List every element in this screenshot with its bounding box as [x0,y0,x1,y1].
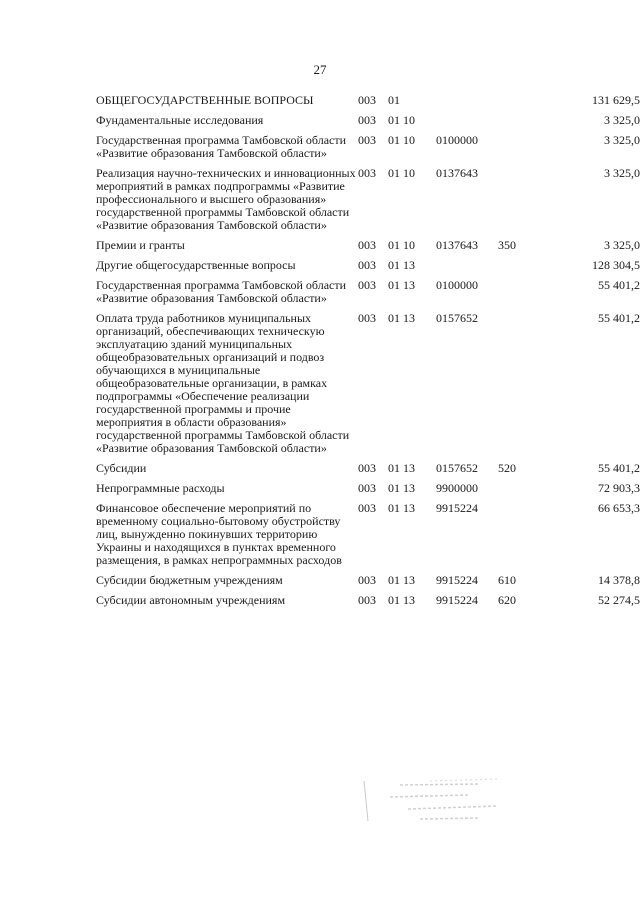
table-row [96,114,640,134]
row-target [436,94,498,114]
row-section: 01 13 [388,481,415,495]
table-row [96,167,640,239]
row-name: Другие общегосударственные вопросы [96,258,296,272]
row-target: 9900000 [436,481,478,495]
table-row [96,239,640,259]
table-row [96,134,640,167]
row-code: 003 [358,238,376,252]
row-code: 003 [358,166,376,180]
stamp-mark [360,775,510,827]
row-name: Непрограммные расходы [96,481,225,495]
row-expense-type [498,167,538,239]
row-amount: 3 325,0 [604,166,640,180]
row-expense-type [498,482,538,502]
row-target: 0157652 [436,461,478,475]
row-amount: 128 304,5 [592,258,640,272]
row-expense-type: 610 [498,573,516,587]
row-expense-type [498,114,538,134]
row-name: Фундаментальные исследования [96,113,264,127]
row-code: 003 [358,311,376,325]
row-name: Субсидии [96,461,147,475]
row-section: 01 10 [388,133,415,147]
row-target: 9915224 [436,573,478,587]
row-section: 01 10 [388,238,415,252]
row-amount: 55 401,2 [598,311,640,325]
row-section: 01 13 [388,278,415,292]
row-code: 003 [358,461,376,475]
row-target: 0100000 [436,278,478,292]
row-name: Государственная программа Тамбовской области «Развитие образования Тамбовской области» [96,278,347,305]
row-name: Реализация научно-технических и инновационных мероприятий в рамках подпрограммы «Развитие профессионального и высшего образования» государственной программы Тамбовской области «Развитие образования Тамбовской области» [96,166,356,232]
row-name: Премии и гранты [96,238,185,252]
row-amount: 55 401,2 [598,278,640,292]
row-amount: 14 378,8 [598,573,640,587]
row-expense-type: 520 [498,461,516,475]
budget-table [96,94,640,614]
row-code: 003 [358,93,376,107]
row-amount: 131 629,5 [592,93,640,107]
table-row [96,462,640,482]
row-target: 9915224 [436,501,478,515]
row-target [436,114,498,134]
row-section: 01 13 [388,461,415,475]
row-amount: 55 401,2 [598,461,640,475]
row-code: 003 [358,573,376,587]
budget-table-body [96,94,640,614]
row-section: 01 10 [388,113,415,127]
row-code: 003 [358,258,376,272]
table-row [96,574,640,594]
row-section: 01 13 [388,311,415,325]
row-code: 003 [358,481,376,495]
page-number: 27 [313,62,327,77]
row-code: 003 [358,501,376,515]
row-expense-type [498,94,538,114]
row-name: ОБЩЕГОСУДАРСТВЕННЫЕ ВОПРОСЫ [96,93,314,107]
row-section: 01 [388,93,400,107]
row-section: 01 13 [388,573,415,587]
table-row [96,279,640,312]
row-code: 003 [358,593,376,607]
row-section: 01 13 [388,501,415,515]
table-row [96,94,640,114]
row-expense-type [498,279,538,312]
row-target: 0137643 [436,238,478,252]
row-amount: 3 325,0 [604,113,640,127]
row-code: 003 [358,278,376,292]
row-expense-type [498,502,538,574]
row-target [436,259,498,279]
row-amount: 72 903,3 [598,481,640,495]
row-amount: 52 274,5 [598,593,640,607]
row-name: Субсидии автономным учреждениям [96,593,286,607]
row-section: 01 13 [388,593,415,607]
row-expense-type: 620 [498,593,516,607]
row-target: 9915224 [436,593,478,607]
table-row [96,502,640,574]
table-row [96,259,640,279]
row-name: Оплата труда работников муниципальных организаций, обеспечивающих техническую эксплуатацию зданий муниципальных общеобразовательных организаций и подвоз обучающихся в муниципальные общеобразовательные организации, в рамках подпрограммы «Обеспечение реализации государственной программы и прочие мероприятия в области образования» государственной программы Тамбовской области «Развитие образования Тамбовской области» [96,311,350,455]
row-code: 003 [358,113,376,127]
row-expense-type: 350 [498,238,516,252]
table-row [96,594,640,614]
table-row [96,482,640,502]
row-section: 01 13 [388,258,415,272]
row-target: 0137643 [436,166,478,180]
row-section: 01 10 [388,166,415,180]
row-amount: 66 653,3 [598,501,640,515]
row-target: 0100000 [436,133,478,147]
row-expense-type [498,134,538,167]
row-amount: 3 325,0 [604,133,640,147]
row-expense-type [498,259,538,279]
row-name: Государственная программа Тамбовской области «Развитие образования Тамбовской области» [96,133,347,160]
row-amount: 3 325,0 [604,238,640,252]
row-code: 003 [358,133,376,147]
row-target: 0157652 [436,311,478,325]
row-name: Финансовое обеспечение мероприятий по временному социально-бытовому обустройству лиц, вынужденно покинувших территорию Украины и находящихся в пунктах временного размещения, в рамках непрограммных расходов [96,501,342,567]
row-expense-type [498,312,538,462]
table-row [96,312,640,462]
row-name: Субсидии бюджетным учреждениям [96,573,283,587]
